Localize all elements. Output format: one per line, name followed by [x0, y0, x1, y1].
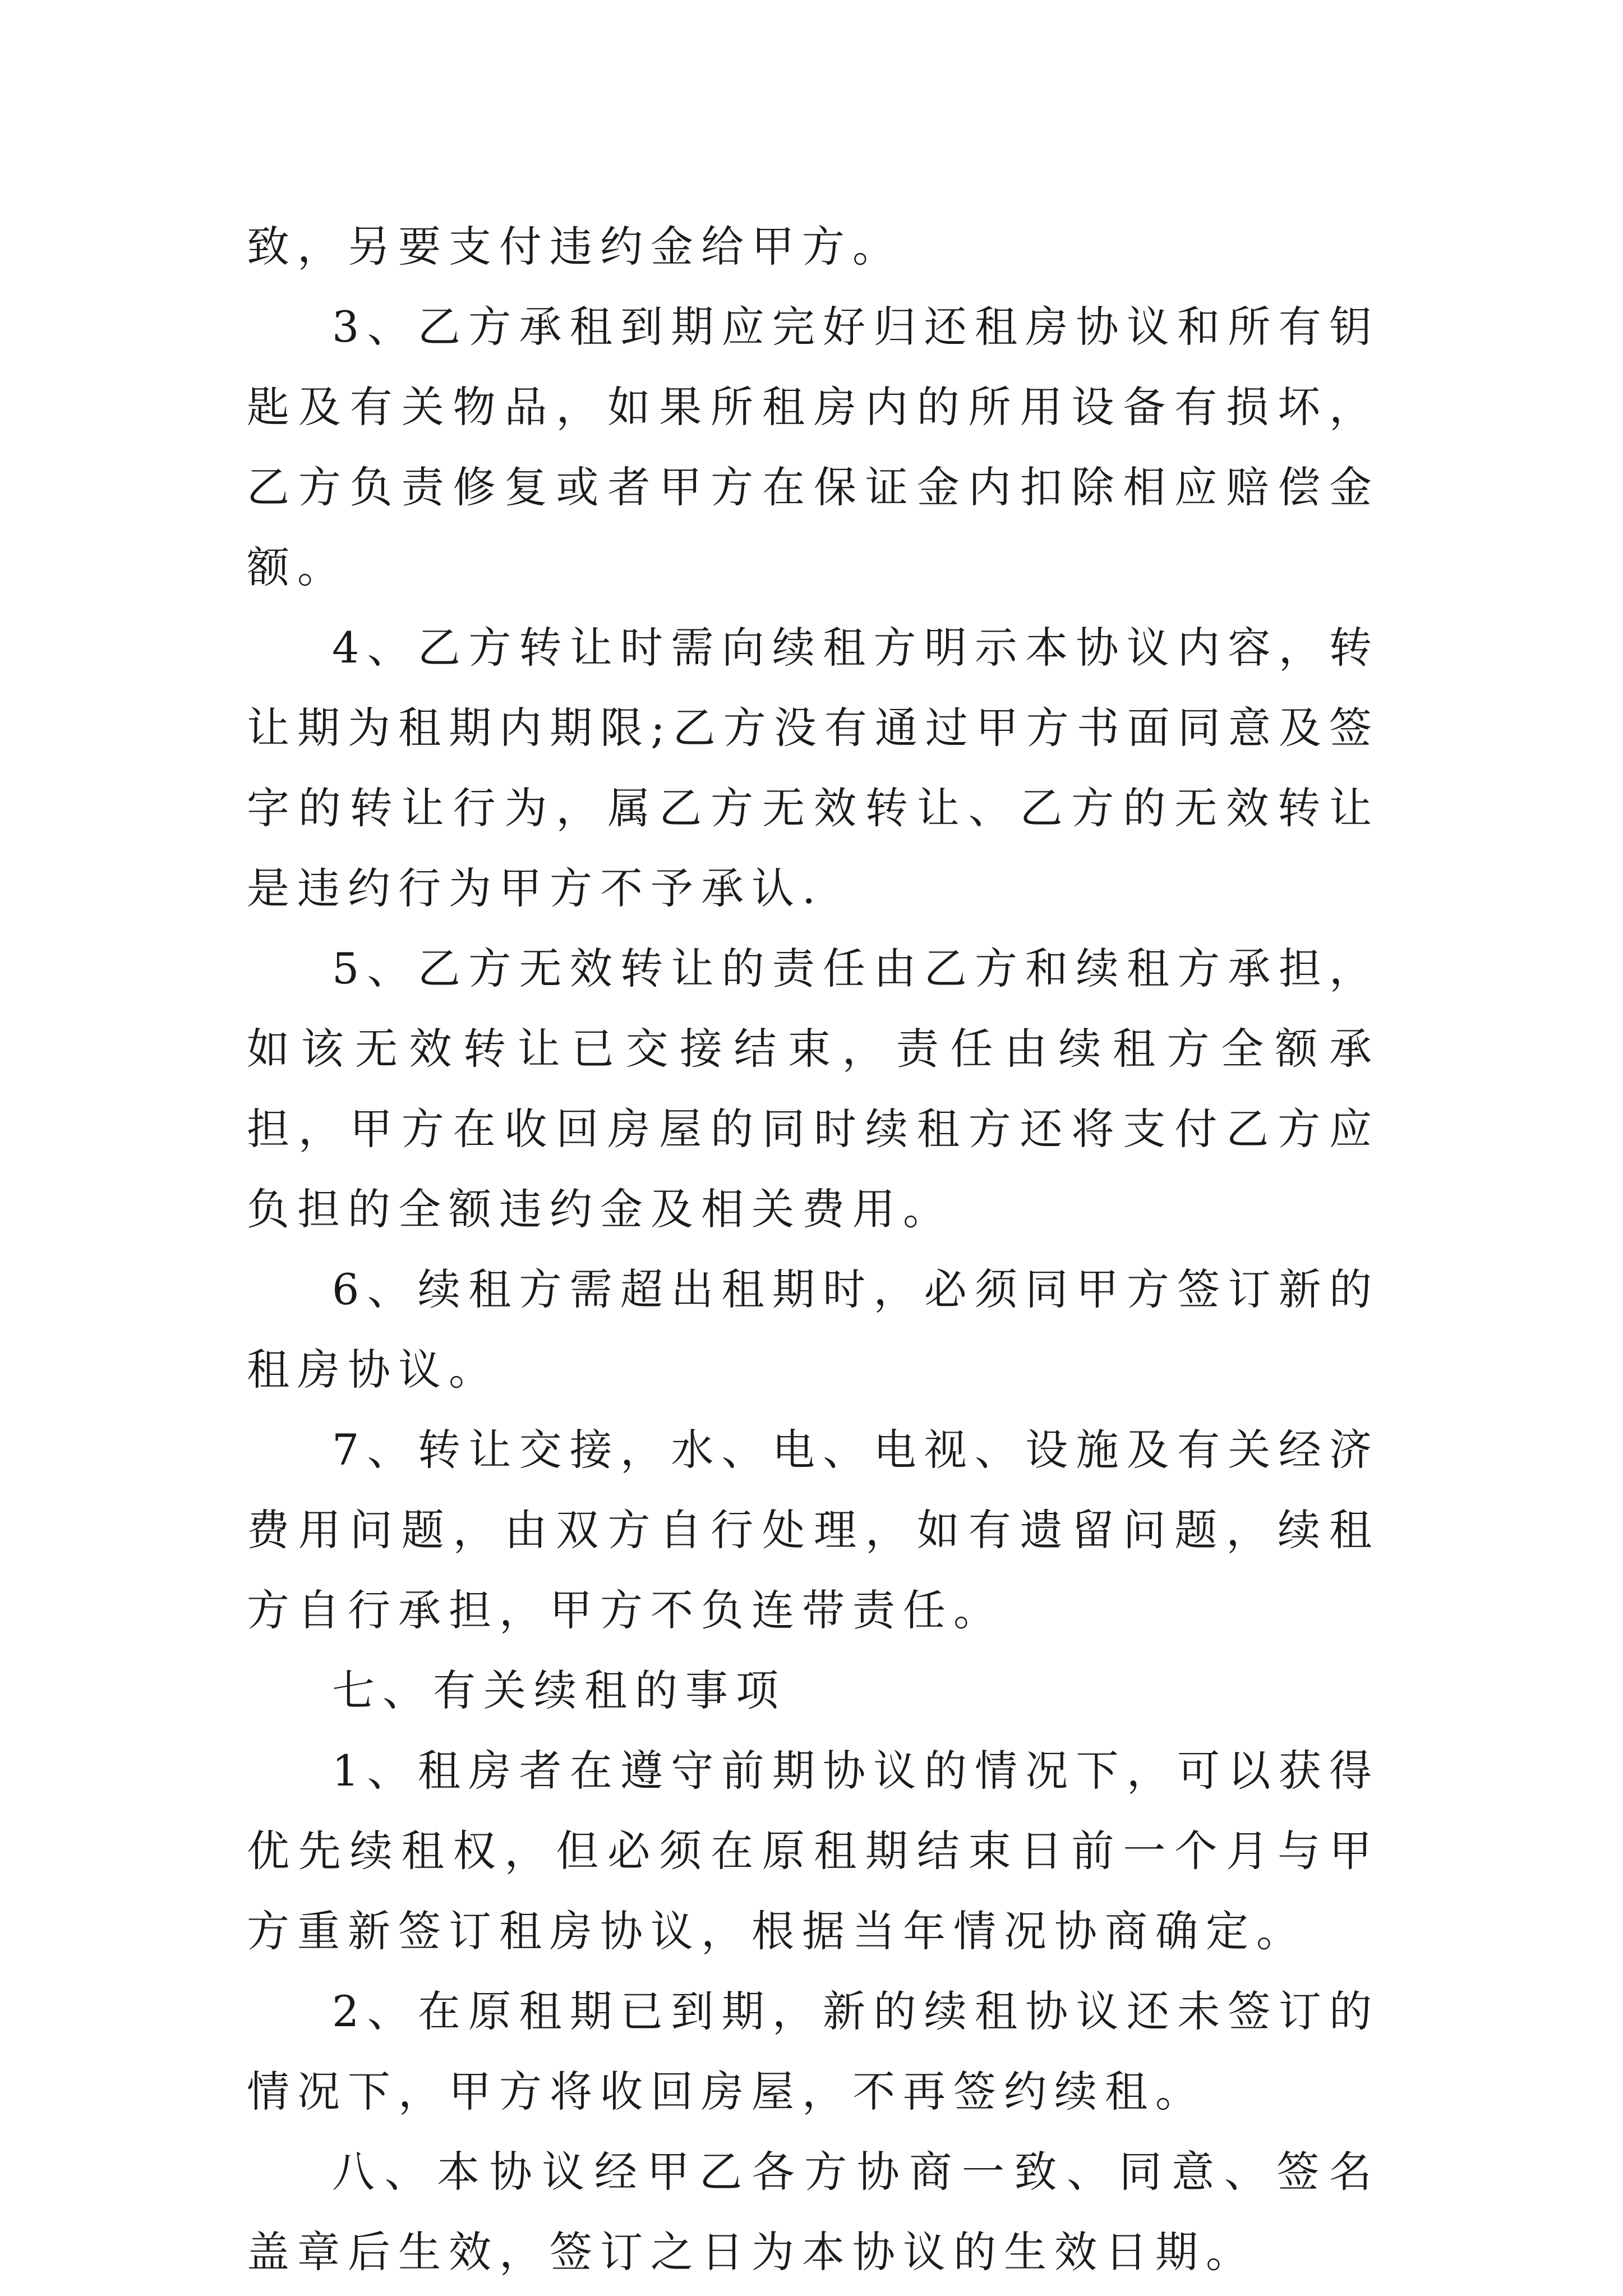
paragraph-renewal-1: 1、租房者在遵守前期协议的情况下，可以获得优先续租权，但必须在原租期结束日前一个月与甲方重新签订租房协议，根据当年情况协商确定。 — [247, 1746, 1380, 1956]
document-body — [247, 206, 1380, 2292]
paragraph-clause-3: 3、乙方承租到期应完好归还租房协议和所有钥匙及有关物品，如果所租房内的所用设备有损坏，乙方负责修复或者甲方在保证金内扣除相应赔偿金额。 — [247, 302, 1380, 592]
paragraph-continuation: 致，另要支付违约金给甲方。 — [247, 222, 903, 272]
paragraph-clause-7: 7、转让交接，水、电、电视、设施及有关经济费用问题，由双方自行处理，如有遗留问题，续租方自行承担，甲方不负连带责任。 — [247, 1425, 1380, 1635]
paragraph-clause-6: 6、续租方需超出租期时，必须同甲方签订新的租房协议。 — [247, 1264, 1380, 1395]
section-heading-7: 七、有关续租的事项 — [332, 1665, 786, 1715]
paragraph-renewal-2: 2、在原租期已到期，新的续租协议还未签订的情况下，甲方将收回房屋，不再签约续租。 — [247, 1986, 1380, 2116]
section-heading-8: 八、本协议经甲乙各方协商一致、同意、签名盖章后生效，签订之日为本协议的生效日期。 — [247, 2147, 1380, 2277]
paragraph-clause-4: 4、乙方转让时需向续租方明示本协议内容，转让期为租期内期限;乙方没有通过甲方书面同意及签字的转让行为，属乙方无效转让、乙方的无效转让是违约行为甲方不予承认. — [247, 623, 1380, 913]
paragraph-clause-5: 5、乙方无效转让的责任由乙方和续租方承担，如该无效转让已交接结束，责任由续租方全额承担，甲方在收回房屋的同时续租方还将支付乙方应负担的全额违约金及相关费用。 — [247, 944, 1380, 1234]
